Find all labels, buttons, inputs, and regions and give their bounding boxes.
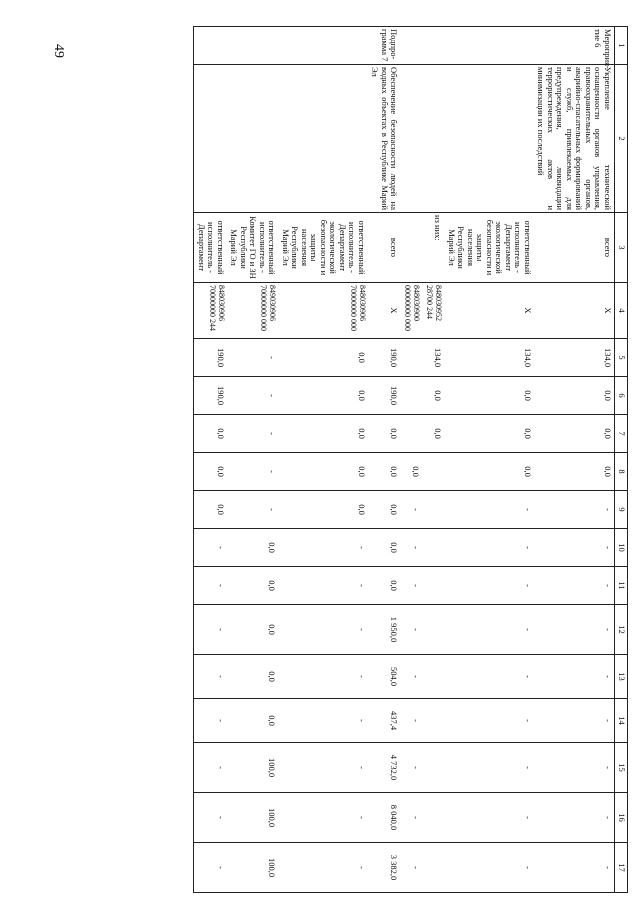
value-cell: - bbox=[534, 529, 615, 567]
value-cell: - bbox=[534, 605, 615, 655]
value-cell: 0,0 bbox=[278, 453, 368, 491]
value-cell: 100,0 bbox=[227, 793, 279, 843]
value-cell bbox=[422, 699, 444, 743]
value-cell: - bbox=[400, 655, 422, 699]
value-cell: - bbox=[444, 743, 534, 793]
title-cell bbox=[278, 65, 368, 213]
table-row bbox=[534, 27, 615, 893]
program-cell bbox=[194, 27, 227, 65]
value-cell: 0,0 bbox=[534, 453, 615, 491]
value-cell: - bbox=[400, 529, 422, 567]
column-header: 8 bbox=[615, 453, 628, 491]
column-header: 2 bbox=[615, 65, 628, 213]
value-cell: 0,0 bbox=[444, 453, 534, 491]
value-cell: 0,0 bbox=[444, 415, 534, 453]
value-cell: 0,0 bbox=[400, 453, 422, 491]
value-cell: - bbox=[534, 699, 615, 743]
value-cell: 190,0 bbox=[368, 377, 401, 415]
executor-cell: ответственный исполнитель - Комитет ГО и ЗН Республики Марий Эл bbox=[227, 213, 279, 283]
value-cell: - bbox=[534, 655, 615, 699]
value-cell: - bbox=[534, 793, 615, 843]
executor-cell: всего bbox=[534, 213, 615, 283]
value-cell: 0,0 bbox=[368, 415, 401, 453]
value-cell: 0,0 bbox=[227, 529, 279, 567]
title-cell: Обеспечение безопасности людей на водных объектах в Республике Марий Эл bbox=[368, 65, 401, 213]
column-header: 12 bbox=[615, 605, 628, 655]
value-cell bbox=[422, 567, 444, 605]
value-cell: - bbox=[400, 567, 422, 605]
value-cell: 0,0 bbox=[278, 339, 368, 377]
title-cell bbox=[227, 65, 279, 213]
value-cell: 134,0 bbox=[534, 339, 615, 377]
program-cell bbox=[227, 27, 279, 65]
value-cell bbox=[422, 453, 444, 491]
executor-cell: из них: bbox=[422, 213, 444, 283]
program-cell bbox=[278, 27, 368, 65]
value-cell bbox=[422, 793, 444, 843]
value-cell: 190,0 bbox=[194, 339, 227, 377]
value-cell bbox=[400, 377, 422, 415]
value-cell: 0,0 bbox=[227, 567, 279, 605]
table-row bbox=[400, 27, 422, 893]
value-cell: - bbox=[444, 699, 534, 743]
value-cell: 0,0 bbox=[227, 605, 279, 655]
column-header: 6 bbox=[615, 377, 628, 415]
column-header: 1 bbox=[615, 27, 628, 65]
title-cell bbox=[400, 65, 422, 213]
value-cell: - bbox=[400, 605, 422, 655]
column-header: 3 bbox=[615, 213, 628, 283]
value-cell: 0,0 bbox=[278, 377, 368, 415]
value-cell: 0,0 bbox=[368, 567, 401, 605]
value-cell: 0,0 bbox=[278, 491, 368, 529]
value-cell: 0,0 bbox=[368, 491, 401, 529]
value-cell: - bbox=[194, 655, 227, 699]
code-cell: X bbox=[534, 283, 615, 339]
page-number: 49 bbox=[51, 44, 66, 58]
value-cell: - bbox=[278, 655, 368, 699]
budget-table bbox=[193, 26, 628, 893]
value-cell: - bbox=[444, 793, 534, 843]
value-cell: 0,0 bbox=[194, 415, 227, 453]
value-cell: 0,0 bbox=[422, 415, 444, 453]
table-row bbox=[444, 27, 534, 893]
value-cell: - bbox=[278, 743, 368, 793]
code-cell: 848030906 70000000 244 bbox=[194, 283, 227, 339]
program-cell: Подпро-грамма 7 bbox=[368, 27, 401, 65]
code-cell: 848030952 28700 244 bbox=[422, 283, 444, 339]
executor-cell: всего bbox=[368, 213, 401, 283]
value-cell: 0,0 bbox=[227, 699, 279, 743]
value-cell: 0,0 bbox=[278, 415, 368, 453]
value-cell: - bbox=[444, 655, 534, 699]
value-cell bbox=[422, 843, 444, 893]
value-cell: - bbox=[278, 793, 368, 843]
value-cell bbox=[422, 529, 444, 567]
executor-cell: ответственный исполнитель - Департамент bbox=[194, 213, 227, 283]
value-cell: 0,0 bbox=[227, 655, 279, 699]
value-cell: 190,0 bbox=[194, 377, 227, 415]
value-cell: - bbox=[400, 743, 422, 793]
value-cell: 100,0 bbox=[227, 843, 279, 893]
column-header: 10 bbox=[615, 529, 628, 567]
value-cell bbox=[422, 655, 444, 699]
code-cell: 849030906 70000000 000 bbox=[227, 283, 279, 339]
column-header: 9 bbox=[615, 491, 628, 529]
program-cell bbox=[444, 27, 534, 65]
value-cell bbox=[400, 415, 422, 453]
title-cell bbox=[422, 65, 444, 213]
program-cell bbox=[400, 27, 422, 65]
column-header: 17 bbox=[615, 843, 628, 893]
value-cell: - bbox=[444, 567, 534, 605]
value-cell: 0,0 bbox=[194, 491, 227, 529]
value-cell: - bbox=[227, 415, 279, 453]
rotated-page bbox=[90, 26, 628, 892]
value-cell: 0,0 bbox=[444, 377, 534, 415]
value-cell bbox=[422, 743, 444, 793]
table-row bbox=[422, 27, 444, 893]
value-cell: - bbox=[534, 567, 615, 605]
value-cell: 0,0 bbox=[194, 453, 227, 491]
program-cell: Мероприя-тие 6 bbox=[534, 27, 615, 65]
column-header: 14 bbox=[615, 699, 628, 743]
executor-cell: ответственный исполнитель - Департамент экологической безопасности и защиты населения Республики Марий Эл bbox=[444, 213, 534, 283]
value-cell: 0,0 bbox=[534, 415, 615, 453]
value-cell bbox=[400, 339, 422, 377]
value-cell: 3 382,0 bbox=[368, 843, 401, 893]
value-cell: 4 732,0 bbox=[368, 743, 401, 793]
table-row bbox=[368, 27, 401, 893]
column-header: 7 bbox=[615, 415, 628, 453]
value-cell: - bbox=[278, 567, 368, 605]
value-cell: 0,0 bbox=[368, 529, 401, 567]
value-cell: - bbox=[194, 793, 227, 843]
code-cell: X bbox=[368, 283, 401, 339]
value-cell: - bbox=[194, 699, 227, 743]
value-cell: - bbox=[444, 491, 534, 529]
value-cell: 0,0 bbox=[422, 377, 444, 415]
value-cell: - bbox=[194, 843, 227, 893]
value-cell: - bbox=[534, 743, 615, 793]
value-cell: 134,0 bbox=[444, 339, 534, 377]
title-cell: Укрепление технической оснащенности органов управления, правоохранительных органов, аварийно-спасательных формирований и служб, привлекаемых для предупреждения, ликвидации террористических актов и минимизации их последствий bbox=[534, 65, 615, 213]
title-cell bbox=[194, 65, 227, 213]
value-cell: - bbox=[400, 491, 422, 529]
executor-cell bbox=[400, 213, 422, 283]
table-row bbox=[278, 27, 368, 893]
value-cell: - bbox=[227, 377, 279, 415]
value-cell: - bbox=[278, 605, 368, 655]
value-cell: - bbox=[227, 453, 279, 491]
value-cell: - bbox=[194, 743, 227, 793]
value-cell: 190,0 bbox=[368, 339, 401, 377]
value-cell: - bbox=[227, 339, 279, 377]
value-cell: - bbox=[227, 491, 279, 529]
code-cell: 848030906 70000000 000 bbox=[278, 283, 368, 339]
value-cell: - bbox=[400, 843, 422, 893]
column-header: 16 bbox=[615, 793, 628, 843]
value-cell: 0,0 bbox=[368, 453, 401, 491]
value-cell: 437,4 bbox=[368, 699, 401, 743]
column-header: 13 bbox=[615, 655, 628, 699]
value-cell: - bbox=[534, 491, 615, 529]
value-cell: - bbox=[194, 567, 227, 605]
executor-cell: ответственный исполнитель - Департамент экологической безопасности и защиты населения Республики Марий Эл bbox=[278, 213, 368, 283]
value-cell bbox=[422, 605, 444, 655]
table-row bbox=[227, 27, 279, 893]
code-cell: 848030900 00000000 000 bbox=[400, 283, 422, 339]
code-cell: X bbox=[444, 283, 534, 339]
value-cell: - bbox=[444, 605, 534, 655]
table-row bbox=[194, 27, 227, 893]
column-header: 11 bbox=[615, 567, 628, 605]
value-cell: 134,0 bbox=[422, 339, 444, 377]
value-cell: - bbox=[534, 843, 615, 893]
value-cell: 0,0 bbox=[534, 377, 615, 415]
title-cell bbox=[444, 65, 534, 213]
value-cell: - bbox=[278, 843, 368, 893]
column-header: 5 bbox=[615, 339, 628, 377]
value-cell bbox=[422, 491, 444, 529]
value-cell: - bbox=[444, 529, 534, 567]
column-header: 15 bbox=[615, 743, 628, 793]
value-cell: - bbox=[444, 843, 534, 893]
column-header: 4 bbox=[615, 283, 628, 339]
value-cell: 8 040,0 bbox=[368, 793, 401, 843]
value-cell: - bbox=[400, 793, 422, 843]
value-cell: - bbox=[278, 699, 368, 743]
value-cell: 100,0 bbox=[227, 743, 279, 793]
value-cell: 504,0 bbox=[368, 655, 401, 699]
value-cell: - bbox=[400, 699, 422, 743]
program-cell bbox=[422, 27, 444, 65]
value-cell: - bbox=[194, 529, 227, 567]
value-cell: - bbox=[278, 529, 368, 567]
value-cell: - bbox=[194, 605, 227, 655]
value-cell: 1 950,0 bbox=[368, 605, 401, 655]
column-number-row bbox=[615, 27, 628, 893]
